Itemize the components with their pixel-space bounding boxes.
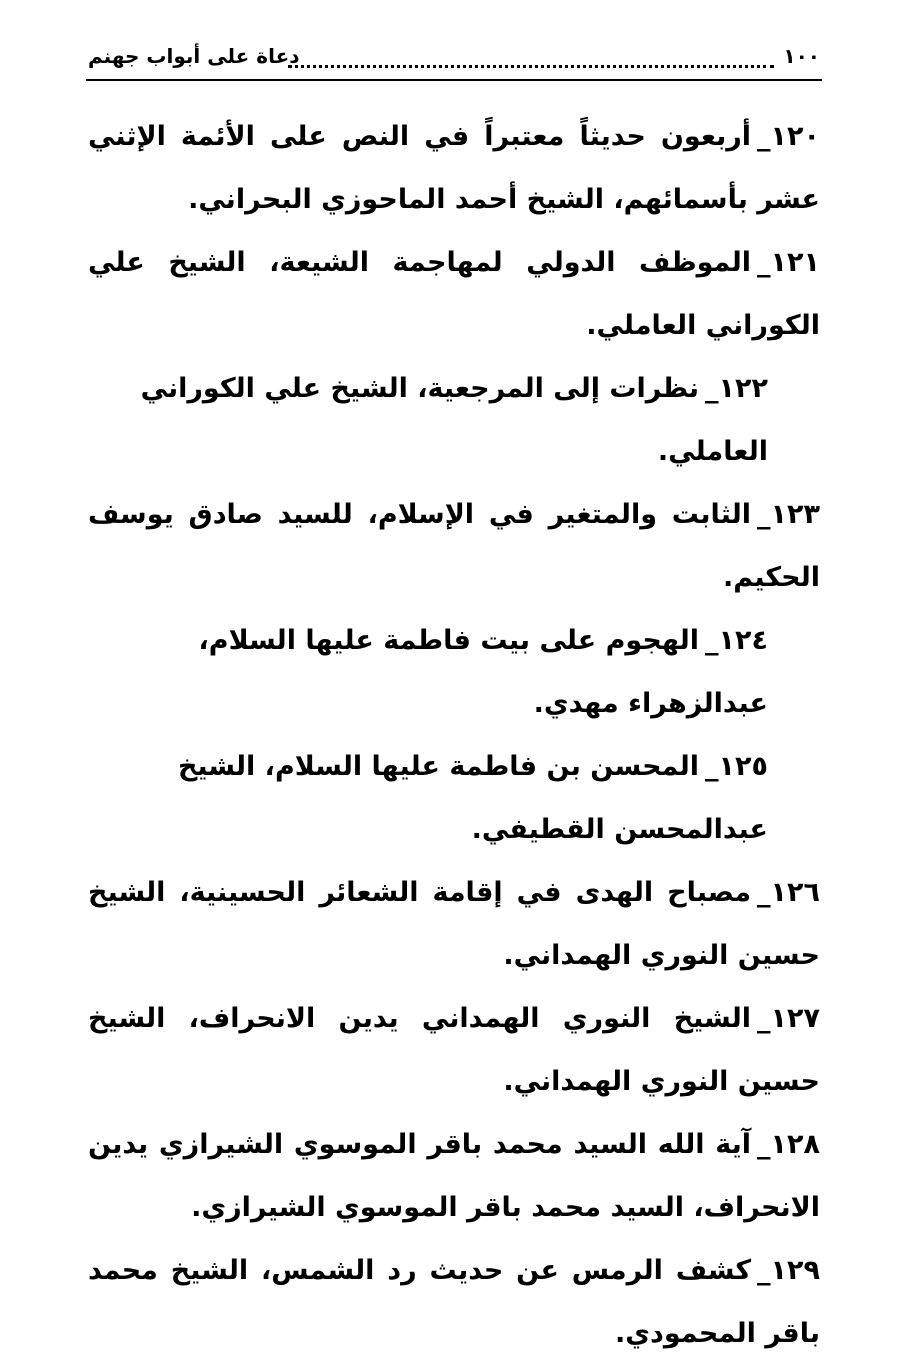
list-item bbox=[88, 483, 820, 609]
entry-number: ١٢٣_ bbox=[757, 499, 820, 530]
entry-text: مصباح الهدى في إقامة الشعائر الحسينية، الشيخ حسين النوري الهمداني. bbox=[88, 877, 820, 971]
entry-text: المحسن بن فاطمة عليها السلام، الشيخ عبدالمحسن القطيفي. bbox=[177, 751, 768, 845]
entry-number: ١٢٨_ bbox=[757, 1129, 820, 1160]
entry-text: الثابت والمتغير في الإسلام، للسيد صادق يوسف الحكيم. bbox=[88, 499, 820, 593]
list-item bbox=[88, 609, 820, 735]
list-item bbox=[88, 105, 820, 231]
entry-number: ١٢٩_ bbox=[757, 1255, 820, 1286]
entry-text: نظرات إلى المرجعية، الشيخ علي الكوراني العاملي. bbox=[140, 373, 768, 467]
entry-text: الموظف الدولي لمهاجمة الشيعة، الشيخ علي الكوراني العاملي. bbox=[88, 247, 820, 341]
entry-number: ١٢٥_ bbox=[705, 751, 768, 782]
header-rule bbox=[86, 79, 822, 81]
page-number: ١٠٠ bbox=[783, 44, 820, 68]
entry-text: آية الله السيد محمد باقر الموسوي الشيرازي يدين الانحراف، السيد محمد باقر الموسوي الشيرازي. bbox=[88, 1129, 820, 1223]
list-item bbox=[88, 861, 820, 987]
entry-text: الشيخ النوري الهمداني يدين الانحراف، الشيخ حسين النوري الهمداني. bbox=[88, 1003, 820, 1097]
bibliography-list bbox=[88, 105, 820, 1365]
entry-text: الهجوم على بيت فاطمة عليها السلام، عبدالزهراء مهدي. bbox=[198, 625, 768, 719]
entry-number: ١٢٠_ bbox=[757, 121, 820, 152]
entry-text: أربعون حديثاً معتبراً في النص على الأئمة الإثني عشر بأسمائهم، الشيخ أحمد الماحوزي البحراني. bbox=[88, 121, 820, 215]
list-item bbox=[88, 735, 820, 861]
entry-number: ١٢١_ bbox=[757, 247, 820, 278]
list-item bbox=[88, 1239, 820, 1365]
entry-text: كشف الرمس عن حديث رد الشمس، الشيخ محمد باقر المحمودي. bbox=[88, 1255, 820, 1349]
entry-number: ١٢٤_ bbox=[705, 625, 768, 656]
entry-number: ١٢٧_ bbox=[757, 1003, 820, 1034]
list-item bbox=[88, 1113, 820, 1239]
header-leader-dots bbox=[288, 62, 774, 68]
entry-number: ١٢٦_ bbox=[757, 877, 820, 908]
list-item bbox=[88, 357, 820, 483]
list-item bbox=[88, 987, 820, 1113]
page-header bbox=[88, 38, 820, 78]
running-title: دعاة على أبواب جهنم bbox=[88, 44, 300, 68]
list-item bbox=[88, 231, 820, 357]
entry-number: ١٢٢_ bbox=[705, 373, 768, 404]
